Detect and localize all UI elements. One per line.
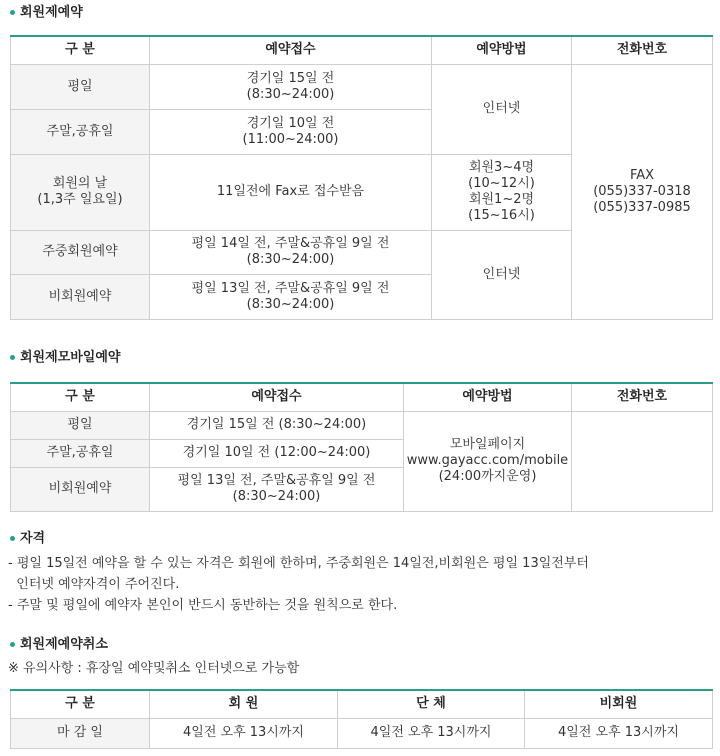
phone-number: (055)337-0318 (593, 183, 691, 199)
bullet-dot-icon (10, 10, 15, 15)
reception-cell (150, 274, 432, 319)
reception-cell: 경기일 15일 전 (8:30~24:00) (150, 411, 404, 439)
header-reception: 예약접수 (150, 383, 404, 411)
row-label: 주말,공휴일 (11, 109, 150, 154)
header-nonmember: 비회원 (525, 690, 713, 718)
header-phone: 전화번호 (572, 36, 713, 64)
reception-cell: 11일전에 Fax로 접수받음 (150, 154, 432, 230)
mobile-reservation-table (10, 382, 713, 512)
reception-text: 평일 13일 전, 주말&공휴일 9일 전 (177, 473, 376, 488)
method-internet: 인터넷 (432, 64, 572, 154)
bullet-dot-icon (10, 536, 15, 541)
reception-text: 경기일 15일 전 (246, 70, 335, 86)
phone-fax-label: FAX (629, 167, 655, 183)
section-title-member-reservation (20, 5, 83, 21)
reception-hours: (8:30~24:00) (246, 296, 335, 312)
reception-text: 평일 14일 전, 주말&공휴일 9일 전 (191, 236, 390, 251)
row-label: 주중회원예약 (11, 230, 150, 274)
reception-cell (150, 64, 432, 109)
header-method: 예약방법 (432, 36, 572, 64)
row-label: 평일 (11, 64, 150, 109)
section-title-text: 회원제모바일예약 (20, 350, 121, 365)
deadline-group: 4일전 오후 13시까지 (338, 718, 525, 748)
header-category: 구 분 (11, 383, 150, 411)
header-method: 예약방법 (404, 383, 572, 411)
method-member-cell (432, 154, 572, 230)
reception-cell (150, 109, 432, 154)
row-label-line: (1,3주 일요일) (37, 192, 123, 207)
header-phone: 전화번호 (572, 383, 713, 411)
method-line: 회원3~4명 (468, 160, 535, 175)
qualification-line: 인터넷 예약자격이 주어진다. (8, 577, 180, 592)
section-title-qualification (20, 531, 45, 547)
reception-hours: (8:30~24:00) (246, 252, 335, 267)
header-group: 단 체 (338, 690, 525, 718)
reception-cell: 경기일 10일 전 (12:00~24:00) (150, 439, 404, 467)
row-label: 비회원예약 (11, 467, 150, 511)
section-title-text: 자격 (20, 531, 46, 546)
section-title-cancellation (20, 637, 108, 653)
header-member: 회 원 (150, 690, 338, 718)
qualification-line: - 주말 및 평일에 예약자 본인이 반드시 동반하는 것을 원칙으로 한다. (8, 598, 398, 613)
deadline-nonmember: 4일전 오후 13시까지 (525, 718, 713, 748)
reception-cell (150, 467, 404, 511)
method-line: (15~16시) (468, 208, 535, 223)
phone-cell-empty (572, 411, 713, 511)
qualification-line: - 평일 15일전 예약을 할 수 있는 자격은 회원에 한하며, 주중회원은 14일전,비회원은 평일 13일전부터 (8, 556, 589, 571)
header-category: 구 분 (11, 690, 150, 718)
row-label: 마 감 일 (11, 718, 150, 748)
section-title-mobile-reservation (20, 350, 120, 366)
reception-text: 평일 13일 전, 주말&공휴일 9일 전 (191, 280, 390, 296)
cancellation-note: ※ 유의사항 : 휴장일 예약및취소 인터넷으로 가능함 (8, 661, 300, 676)
method-line: 모바일페이지 (449, 437, 526, 452)
deadline-member: 4일전 오후 13시까지 (150, 718, 338, 748)
method-line: (24:00까지운영) (438, 469, 537, 484)
method-line: 회원1~2명 (468, 192, 535, 207)
reception-hours: (8:30~24:00) (246, 86, 335, 102)
method-line: (10~12시) (468, 176, 535, 191)
row-label: 주말,공휴일 (11, 439, 150, 467)
row-label (11, 154, 150, 230)
row-label-line: 회원의 날 (52, 176, 108, 191)
bullet-dot-icon (10, 642, 15, 647)
row-label: 비회원예약 (11, 274, 150, 319)
row-label: 평일 (11, 411, 150, 439)
reception-text: 경기일 10일 전 (246, 115, 335, 131)
reception-hours: (8:30~24:00) (232, 489, 321, 504)
header-reception: 예약접수 (150, 36, 432, 64)
section-title-text: 회원제예약 (20, 5, 83, 20)
method-mobile-cell (404, 411, 572, 511)
method-internet: 인터넷 (432, 230, 572, 319)
header-category: 구 분 (11, 36, 150, 64)
bullet-dot-icon (10, 355, 15, 360)
phone-cell (572, 64, 713, 319)
phone-number: (055)337-0985 (593, 199, 691, 215)
cancellation-table (10, 689, 713, 749)
member-reservation-table (10, 35, 713, 320)
mobile-url: www.gayacc.com/mobile (406, 453, 569, 468)
section-title-text: 회원제예약취소 (20, 637, 108, 652)
reception-hours: (11:00~24:00) (242, 131, 339, 147)
reception-cell (150, 230, 432, 274)
